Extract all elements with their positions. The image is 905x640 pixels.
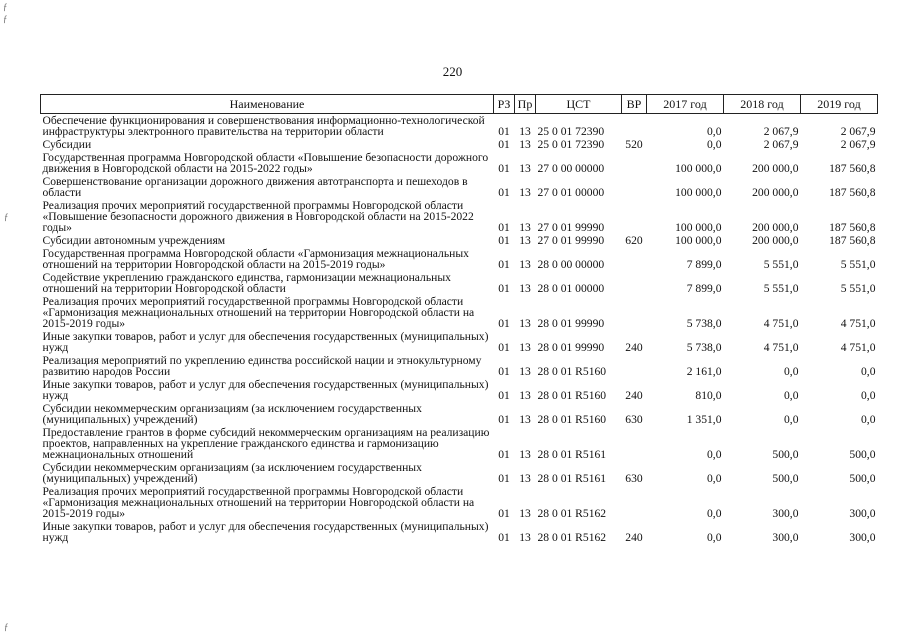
table-row [41, 402, 878, 426]
row-2018: 2 067,9 [763, 125, 799, 138]
row-pr: 13 [519, 507, 531, 520]
row-name: Реализация прочих мероприятий государственной программы Новгородской области «Гармонизация межнациональных отношений на территории Новгородской области на 2015-2019 годы» [42, 295, 475, 330]
row-rz: 01 [498, 221, 510, 234]
table-body [41, 114, 878, 545]
row-2018: 4 751,0 [763, 341, 799, 354]
page-number: 220 [442, 64, 463, 79]
table-row [41, 114, 878, 139]
column-header-vr: ВР [622, 95, 647, 114]
row-cst: 28 0 01 R5161 [537, 472, 607, 485]
table-row [41, 271, 878, 295]
row-rz: 01 [498, 234, 510, 247]
table-row [41, 461, 878, 485]
row-rz: 01 [498, 258, 510, 271]
row-vr [622, 295, 647, 330]
row-2017: 0,0 [707, 472, 722, 485]
row-2018: 4 751,0 [763, 317, 799, 330]
row-2017: 2 161,0 [686, 365, 722, 378]
row-2019: 500,0 [849, 448, 876, 461]
row-rz: 01 [498, 448, 510, 461]
row-rz: 01 [498, 389, 510, 402]
row-rz: 01 [498, 341, 510, 354]
row-cst: 27 0 01 99990 [537, 221, 605, 234]
row-rz: 01 [498, 507, 510, 520]
row-2018: 500,0 [772, 448, 799, 461]
table-row [41, 151, 878, 175]
row-pr: 13 [519, 413, 531, 426]
row-2018: 0,0 [784, 365, 799, 378]
row-2017: 100 000,0 [675, 221, 722, 234]
row-vr [622, 151, 647, 175]
row-rz: 01 [498, 413, 510, 426]
row-cst: 25 0 01 72390 [537, 125, 605, 138]
table-row [41, 354, 878, 378]
table-header-row [41, 95, 878, 114]
row-2017: 100 000,0 [675, 234, 722, 247]
row-pr: 13 [519, 186, 531, 199]
row-cst: 28 0 01 R5161 [537, 448, 607, 461]
row-2017: 810,0 [695, 389, 722, 402]
column-header-name: Наименование [41, 95, 494, 114]
row-2018: 5 551,0 [763, 258, 799, 271]
row-cst: 28 0 01 R5160 [537, 389, 607, 402]
row-vr: 240 [625, 341, 643, 354]
row-2017: 0,0 [707, 507, 722, 520]
row-2017: 5 738,0 [686, 341, 722, 354]
row-2017: 100 000,0 [675, 162, 722, 175]
row-2018: 200 000,0 [752, 162, 799, 175]
row-2018: 300,0 [772, 507, 799, 520]
row-vr: 520 [625, 138, 643, 151]
row-2018: 300,0 [772, 531, 799, 544]
row-vr [622, 354, 647, 378]
row-vr [622, 485, 647, 520]
row-2019: 300,0 [849, 531, 876, 544]
row-vr [622, 271, 647, 295]
row-2019: 2 067,9 [840, 138, 876, 151]
row-name: Реализация прочих мероприятий государственной программы Новгородской области «Повышение безопасности дорожного движения в Новгородской области на 2015-2022 годы» [42, 199, 474, 234]
row-name: Государственная программа Новгородской области «Повышение безопасности дорожного движения в Новгородской области на 2015-2022 годы» [42, 151, 489, 175]
row-name: Иные закупки товаров, работ и услуг для обеспечения государственных (муниципальных) нужд [42, 520, 489, 544]
row-name: Обеспечение функционирования и совершенствования информационно-технологической инфраструктуры электронного правительства на территории области [42, 114, 485, 138]
row-pr: 13 [519, 341, 531, 354]
row-2019: 187 560,8 [829, 234, 876, 247]
margin-mark: ƒ [3, 2, 8, 12]
row-2017: 0,0 [707, 138, 722, 151]
table-row [41, 175, 878, 199]
margin-mark: ƒ [4, 622, 9, 632]
row-cst: 28 0 01 99990 [537, 341, 605, 354]
row-rz: 01 [498, 365, 510, 378]
row-2019: 0,0 [861, 389, 876, 402]
row-2017: 0,0 [707, 125, 722, 138]
row-name: Субсидии [42, 138, 92, 151]
margin-mark: ƒ [4, 212, 9, 222]
row-cst: 28 0 01 R5160 [537, 413, 607, 426]
row-2018: 0,0 [784, 413, 799, 426]
row-pr: 13 [519, 125, 531, 138]
row-cst: 27 0 01 00000 [537, 186, 605, 199]
row-name: Государственная программа Новгородской области «Гармонизация межнациональных отношений на территории Новгородской области на 2015-2019 годы» [42, 247, 469, 271]
row-2017: 1 351,0 [686, 413, 722, 426]
row-cst: 27 0 00 00000 [537, 162, 605, 175]
row-2019: 187 560,8 [829, 186, 876, 199]
table-row [41, 520, 878, 544]
column-header-rz: РЗ [494, 95, 515, 114]
row-rz: 01 [498, 125, 510, 138]
row-cst: 27 0 01 99990 [537, 234, 605, 247]
row-2019: 4 751,0 [840, 341, 876, 354]
row-vr [622, 114, 647, 139]
row-name: Иные закупки товаров, работ и услуг для обеспечения государственных (муниципальных) нужд [42, 378, 489, 402]
row-rz: 01 [498, 186, 510, 199]
row-name: Субсидии некоммерческим организациям (за исключением государственных (муниципальных) учреждений) [42, 461, 422, 485]
row-name: Содействие укреплению гражданского единства, гармонизации межнациональных отношений на территории Новгородской области [42, 271, 451, 295]
row-2017: 7 899,0 [686, 282, 722, 295]
row-2017: 0,0 [707, 531, 722, 544]
row-2019: 2 067,9 [840, 125, 876, 138]
row-cst: 28 0 01 R5162 [537, 507, 607, 520]
row-name: Реализация прочих мероприятий государственной программы Новгородской области «Гармонизация межнациональных отношений на территории Новгородской области на 2015-2019 годы» [42, 485, 475, 520]
table-row [41, 485, 878, 520]
row-2019: 187 560,8 [829, 162, 876, 175]
row-name: Субсидии автономным учреждениям [42, 234, 226, 247]
row-2017: 5 738,0 [686, 317, 722, 330]
column-header-pr: Пр [515, 95, 536, 114]
table-row [41, 199, 878, 234]
column-header-cst: ЦСТ [536, 95, 622, 114]
row-name: Реализация мероприятий по укреплению единства российской нации и этнокультурному развитию народов России [42, 354, 482, 378]
row-pr: 13 [519, 282, 531, 295]
table-row [41, 138, 878, 151]
row-cst: 28 0 00 00000 [537, 258, 605, 271]
table-row [41, 330, 878, 354]
row-name: Совершенствование организации дорожного движения автотранспорта и пешеходов в области [42, 175, 468, 199]
row-rz: 01 [498, 317, 510, 330]
row-2019: 4 751,0 [840, 317, 876, 330]
table-row [41, 234, 878, 247]
table-row [41, 378, 878, 402]
row-vr: 620 [625, 234, 643, 247]
row-2018: 200 000,0 [752, 221, 799, 234]
row-rz: 01 [498, 472, 510, 485]
row-2018: 2 067,9 [763, 138, 799, 151]
row-2019: 500,0 [849, 472, 876, 485]
row-pr: 13 [519, 531, 531, 544]
table-row [41, 295, 878, 330]
row-2018: 200 000,0 [752, 234, 799, 247]
row-cst: 28 0 01 R5162 [537, 531, 607, 544]
row-vr [622, 247, 647, 271]
row-pr: 13 [519, 162, 531, 175]
table-row [41, 426, 878, 461]
row-pr: 13 [519, 472, 531, 485]
row-2018: 5 551,0 [763, 282, 799, 295]
row-vr [622, 175, 647, 199]
row-2019: 5 551,0 [840, 258, 876, 271]
row-2018: 200 000,0 [752, 186, 799, 199]
row-2019: 0,0 [861, 413, 876, 426]
row-vr [622, 426, 647, 461]
row-2017: 100 000,0 [675, 186, 722, 199]
row-cst: 28 0 01 R5160 [537, 365, 607, 378]
row-2019: 0,0 [861, 365, 876, 378]
row-pr: 13 [519, 258, 531, 271]
row-vr: 240 [625, 531, 643, 544]
budget-table [40, 94, 878, 544]
row-2018: 0,0 [784, 389, 799, 402]
column-header-2017: 2017 год [647, 95, 724, 114]
row-2017: 0,0 [707, 448, 722, 461]
row-pr: 13 [519, 317, 531, 330]
row-pr: 13 [519, 448, 531, 461]
row-cst: 28 0 01 00000 [537, 282, 605, 295]
margin-mark: ƒ [3, 14, 8, 24]
row-2018: 500,0 [772, 472, 799, 485]
row-cst: 28 0 01 99990 [537, 317, 605, 330]
row-name: Предоставление грантов в форме субсидий некоммерческим организациям на реализацию проектов, направленных на укрепление гражданского единства и гармонизацию межнациональных отношений [42, 426, 490, 461]
row-rz: 01 [498, 282, 510, 295]
row-name: Иные закупки товаров, работ и услуг для обеспечения государственных (муниципальных) нужд [42, 330, 489, 354]
table-row [41, 247, 878, 271]
row-rz: 01 [498, 531, 510, 544]
row-rz: 01 [498, 138, 510, 151]
row-2019: 187 560,8 [829, 221, 876, 234]
row-pr: 13 [519, 365, 531, 378]
column-header-2018: 2018 год [724, 95, 801, 114]
row-name: Субсидии некоммерческим организациям (за исключением государственных (муниципальных) учреждений) [42, 402, 422, 426]
row-vr: 240 [625, 389, 643, 402]
row-pr: 13 [519, 389, 531, 402]
row-rz: 01 [498, 162, 510, 175]
row-2019: 300,0 [849, 507, 876, 520]
row-vr: 630 [625, 413, 643, 426]
row-pr: 13 [519, 221, 531, 234]
row-2017: 7 899,0 [686, 258, 722, 271]
row-pr: 13 [519, 138, 531, 151]
row-vr [622, 199, 647, 234]
row-cst: 25 0 01 72390 [537, 138, 605, 151]
row-vr: 630 [625, 472, 643, 485]
row-2019: 5 551,0 [840, 282, 876, 295]
row-pr: 13 [519, 234, 531, 247]
column-header-2019: 2019 год [801, 95, 878, 114]
